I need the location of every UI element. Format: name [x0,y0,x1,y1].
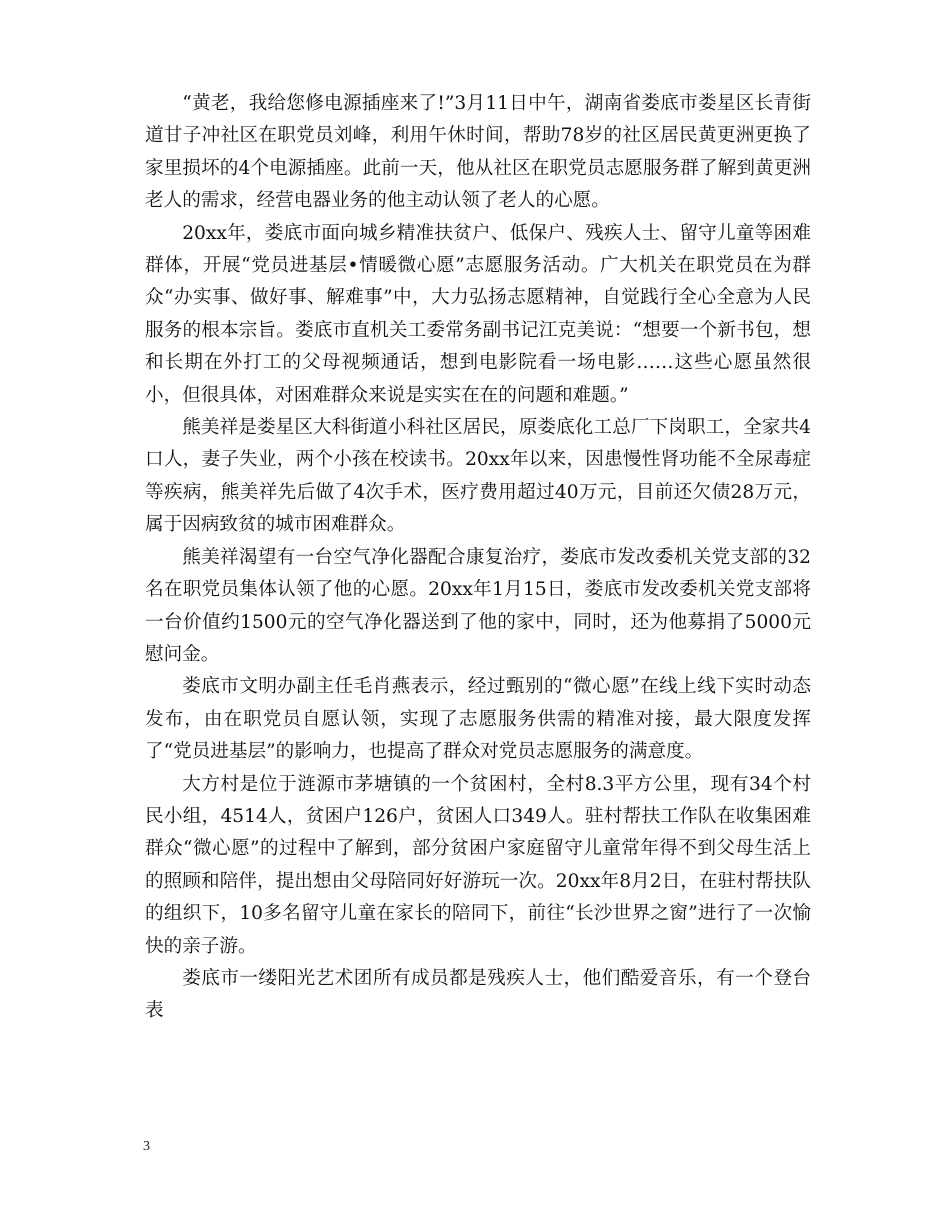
paragraph-4: 熊美祥渴望有一台空气净化器配合康复治疗，娄底市发改委机关党支部的32名在职党员集体认领了他的心愿。20xx年1月15日，娄底市发改委机关党支部将一台价值约1500元的空气净化器送到了他的家中，同时，还为他募捐了5000元慰问金。 [145,546,811,665]
paragraph-3: 熊美祥是娄星区大科街道小科社区居民，原娄底化工总厂下岗职工，全家共4口人，妻子失业，两个小孩在校读书。20xx年以来，因患慢性肾功能不全尿毒症等疾病，熊美祥先后做了4次手术，医疗费用超过40万元，目前还欠债28万元，属于因病致贫的城市困难群众。 [145,417,811,536]
paragraph-7: 娄底市一缕阳光艺术团所有成员都是残疾人士，他们酷爱音乐，有一个登台表 [145,967,811,1022]
paragraph-5: 娄底市文明办副主任毛肖燕表示，经过甄别的“微心愿”在线上线下实时动态发布，由在职党员自愿认领，实现了志愿服务供需的精准对接，最大限度发挥了“党员进基层”的影响力，也提高了群众对党员志愿服务的满意度。 [145,676,811,763]
document-body [145,88,811,1028]
paragraph-2: 20xx年，娄底市面向城乡精准扶贫户、低保户、残疾人士、留守儿童等困难群体，开展“党员进基层•情暖微心愿”志愿服务活动。广大机关在职党员在为群众“办实事、做好事、解难事”中，大力弘扬志愿精神，自觉践行全心全意为人民服务的根本宗旨。娄底市直机关工委常务副书记江克美说：“想要一个新书包，想和长期在外打工的父母视频通话，想到电影院看一场电影……这些心愿虽然很小，但很具体，对困难群众来说是实实在在的问题和难题。” [145,222,811,406]
paragraph-6: 大方村是位于涟源市茅塘镇的一个贫困村，全村8.3平方公里，现有34个村民小组，4514人，贫困户126户，贫困人口349人。驻村帮扶工作队在收集困难群众“微心愿”的过程中了解到，部分贫困户家庭留守儿童常年得不到父母生活上的照顾和陪伴，提出想由父母陪同好好游玩一次。20xx年8月2日，在驻村帮扶队的组织下，10多名留守儿童在家长的陪同下，前往“长沙世界之窗”进行了一次愉快的亲子游。 [145,773,811,957]
paragraph-1: “黄老，我给您修电源插座来了!”3月11日中午，湖南省娄底市娄星区长青街道甘子冲社区在职党员刘峰，利用午休时间，帮助78岁的社区居民黄更洲更换了家里损坏的4个电源插座。此前一天，他从社区在职党员志愿服务群了解到黄更洲老人的需求，经营电器业务的他主动认领了老人的心愿。 [145,93,811,212]
page-number: 3 [143,1139,150,1154]
